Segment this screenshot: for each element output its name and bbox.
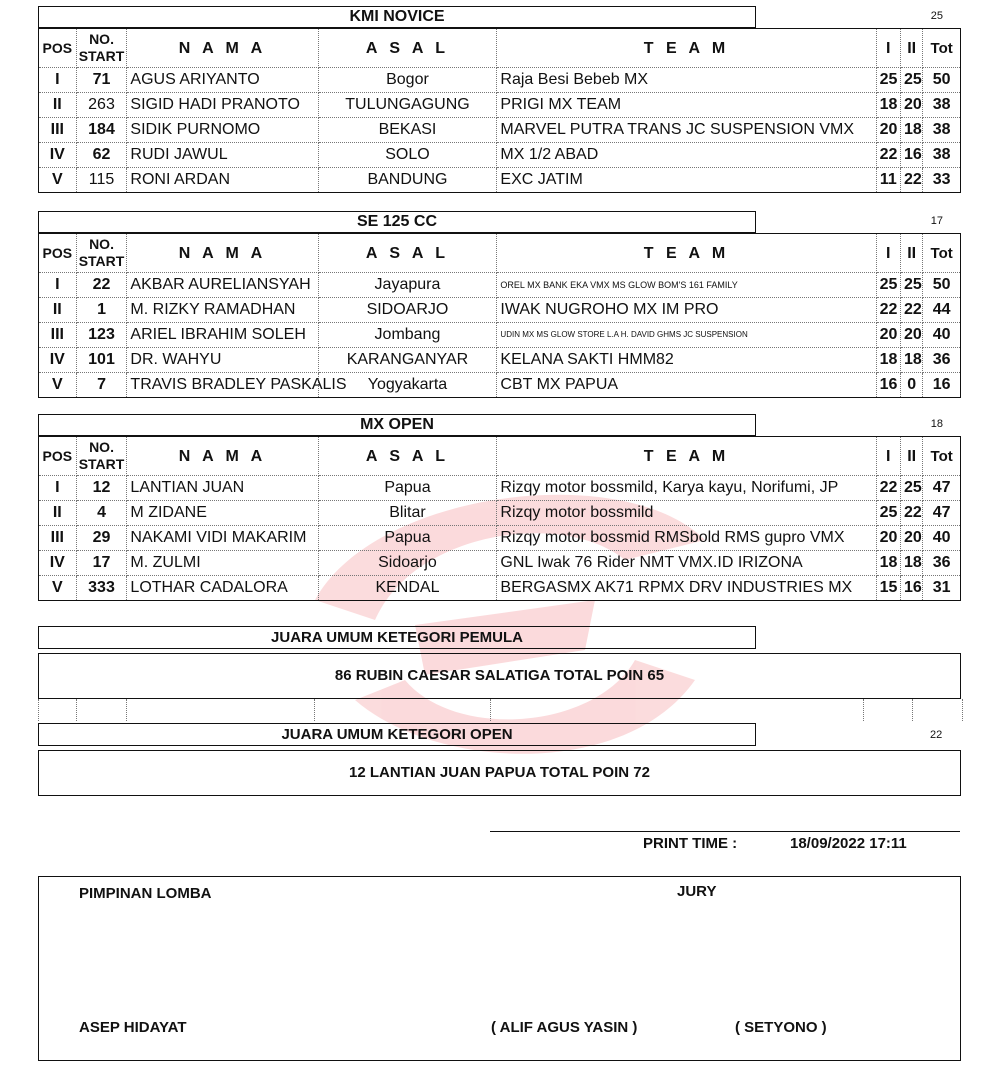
- moto-1-score: 25: [876, 501, 900, 526]
- spacer-grid-row: [38, 699, 963, 721]
- start-number: 263: [76, 93, 127, 118]
- rider-name: RUDI JAWUL: [127, 143, 318, 168]
- moto-1-score: 18: [876, 93, 900, 118]
- rider-team: Rizqy motor bossmid RMSbold RMS gupro VMX: [497, 526, 876, 551]
- rider-name: ARIEL IBRAHIM SOLEH: [127, 323, 318, 348]
- print-time-rule: [490, 831, 960, 832]
- table-header-row: [39, 234, 961, 273]
- rider-team: UDIN MX MS GLOW STORE L.A H. DAVID GHMS JC SUSPENSION: [497, 323, 876, 348]
- rider-name: RONI ARDAN: [127, 168, 318, 193]
- juara-pemula-result: 86 RUBIN CAESAR SALATIGA TOTAL POIN 65: [38, 653, 961, 699]
- total-score: 44: [923, 298, 961, 323]
- col-nama: N A M A: [127, 29, 318, 68]
- start-number: 62: [76, 143, 127, 168]
- participant-count: 18: [930, 418, 943, 430]
- rider-origin: BANDUNG: [318, 168, 497, 193]
- pos: II: [39, 298, 77, 323]
- pos: III: [39, 323, 77, 348]
- pos: IV: [39, 348, 77, 373]
- moto-2-score: 25: [900, 68, 922, 93]
- moto-2-score: 25: [900, 273, 922, 298]
- total-score: 31: [923, 576, 961, 601]
- juara-open-count: 22: [930, 729, 943, 741]
- pos: V: [39, 168, 77, 193]
- start-number: 184: [76, 118, 127, 143]
- moto-1-score: 22: [876, 143, 900, 168]
- col-nama: N A M A: [127, 437, 318, 476]
- pimpinan-lomba-label: PIMPINAN LOMBA: [79, 885, 212, 902]
- start-number: 333: [76, 576, 127, 601]
- total-score: 16: [923, 373, 961, 398]
- rider-origin: KENDAL: [318, 576, 497, 601]
- rider-team: GNL Iwak 76 Rider NMT VMX.ID IRIZONA: [497, 551, 876, 576]
- section-kmi-novice: [38, 6, 961, 193]
- pos: V: [39, 576, 77, 601]
- start-number: 101: [76, 348, 127, 373]
- col-team: T E A M: [497, 437, 876, 476]
- juara-open-title: JUARA UMUM KETEGORI OPEN: [38, 723, 756, 746]
- moto-2-score: 18: [900, 118, 922, 143]
- moto-2-score: 22: [900, 298, 922, 323]
- moto-2-score: 18: [900, 551, 922, 576]
- start-number: 4: [76, 501, 127, 526]
- col-asal: A S A L: [318, 29, 497, 68]
- rider-origin: Blitar: [318, 501, 497, 526]
- total-score: 40: [923, 323, 961, 348]
- start-number: 115: [76, 168, 127, 193]
- table-row: [39, 68, 961, 93]
- pos: III: [39, 118, 77, 143]
- moto-2-score: 20: [900, 323, 922, 348]
- rider-name: LANTIAN JUAN: [127, 476, 318, 501]
- rider-origin: Bogor: [318, 68, 497, 93]
- col-pos: POS: [39, 234, 77, 273]
- total-score: 38: [923, 143, 961, 168]
- moto-1-score: 22: [876, 476, 900, 501]
- start-number: 22: [76, 273, 127, 298]
- section-mx-open: [38, 414, 961, 601]
- moto-2-score: 20: [900, 93, 922, 118]
- rider-origin: SOLO: [318, 143, 497, 168]
- juara-open-result: 12 LANTIAN JUAN PAPUA TOTAL POIN 72: [38, 750, 961, 796]
- table-row: [39, 576, 961, 601]
- start-number: 12: [76, 476, 127, 501]
- rider-origin: BEKASI: [318, 118, 497, 143]
- col-pos: POS: [39, 437, 77, 476]
- section-se-125cc: [38, 211, 961, 398]
- rider-team: Raja Besi Bebeb MX: [497, 68, 876, 93]
- rider-name: LOTHAR CADALORA: [127, 576, 318, 601]
- col-no-start: NO. START: [76, 437, 127, 476]
- table-row: [39, 323, 961, 348]
- rider-name: NAKAMI VIDI MAKARIM: [127, 526, 318, 551]
- moto-1-score: 18: [876, 551, 900, 576]
- table-header-row: [39, 437, 961, 476]
- pos: III: [39, 526, 77, 551]
- participant-count: 17: [930, 215, 943, 227]
- col-total: Tot: [923, 29, 961, 68]
- table-row: [39, 348, 961, 373]
- table-row: [39, 373, 961, 398]
- rider-origin: Jayapura: [318, 273, 497, 298]
- col-moto-1: I: [876, 437, 900, 476]
- col-no-start: NO. START: [76, 29, 127, 68]
- col-moto-2: II: [900, 437, 922, 476]
- total-score: 50: [923, 273, 961, 298]
- rider-name: M ZIDANE: [127, 501, 318, 526]
- rider-origin: SIDOARJO: [318, 298, 497, 323]
- rider-name: M. RIZKY RAMADHAN: [127, 298, 318, 323]
- moto-2-score: 16: [900, 143, 922, 168]
- total-score: 40: [923, 526, 961, 551]
- jury-name-1: ( ALIF AGUS YASIN ): [491, 1019, 638, 1036]
- participant-count: 25: [930, 10, 943, 22]
- moto-2-score: 22: [900, 168, 922, 193]
- pos: IV: [39, 143, 77, 168]
- rider-name: AKBAR AURELIANSYAH: [127, 273, 318, 298]
- col-nama: N A M A: [127, 234, 318, 273]
- start-number: 123: [76, 323, 127, 348]
- results-table: [38, 436, 961, 601]
- table-row: [39, 526, 961, 551]
- rider-team: PRIGI MX TEAM: [497, 93, 876, 118]
- pos: I: [39, 476, 77, 501]
- total-score: 47: [923, 501, 961, 526]
- results-table: [38, 28, 961, 193]
- total-score: 36: [923, 551, 961, 576]
- total-score: 38: [923, 93, 961, 118]
- table-row: [39, 168, 961, 193]
- table-row: [39, 273, 961, 298]
- col-total: Tot: [923, 234, 961, 273]
- rider-team: Rizqy motor bossmild, Karya kayu, Norifumi, JP: [497, 476, 876, 501]
- rider-name: M. ZULMI: [127, 551, 318, 576]
- rider-team: OREL MX BANK EKA VMX MS GLOW BOM'S 161 FAMILY: [497, 273, 876, 298]
- rider-origin: Sidoarjo: [318, 551, 497, 576]
- start-number: 71: [76, 68, 127, 93]
- results-table: [38, 233, 961, 398]
- section-title: SE 125 CC: [38, 211, 756, 233]
- moto-1-score: 16: [876, 373, 900, 398]
- total-score: 38: [923, 118, 961, 143]
- moto-1-score: 11: [876, 168, 900, 193]
- pimpinan-name: ASEP HIDAYAT: [79, 1019, 187, 1036]
- rider-name: TRAVIS BRADLEY PASKALIS: [127, 373, 318, 398]
- pos: II: [39, 501, 77, 526]
- rider-team: MX 1/2 ABAD: [497, 143, 876, 168]
- rider-team: CBT MX PAPUA: [497, 373, 876, 398]
- table-header-row: [39, 29, 961, 68]
- rider-team: Rizqy motor bossmild: [497, 501, 876, 526]
- moto-1-score: 20: [876, 526, 900, 551]
- rider-team: EXC JATIM: [497, 168, 876, 193]
- col-moto-2: II: [900, 234, 922, 273]
- col-team: T E A M: [497, 29, 876, 68]
- rider-team: IWAK NUGROHO MX IM PRO: [497, 298, 876, 323]
- col-moto-1: I: [876, 234, 900, 273]
- table-row: [39, 298, 961, 323]
- table-row: [39, 476, 961, 501]
- moto-1-score: 20: [876, 323, 900, 348]
- section-title: KMI NOVICE: [38, 6, 756, 28]
- pos: I: [39, 68, 77, 93]
- rider-team: KELANA SAKTI HMM82: [497, 348, 876, 373]
- start-number: 17: [76, 551, 127, 576]
- total-score: 50: [923, 68, 961, 93]
- col-moto-2: II: [900, 29, 922, 68]
- col-team: T E A M: [497, 234, 876, 273]
- table-row: [39, 118, 961, 143]
- col-asal: A S A L: [318, 437, 497, 476]
- rider-name: AGUS ARIYANTO: [127, 68, 318, 93]
- pos: IV: [39, 551, 77, 576]
- section-title: MX OPEN: [38, 414, 756, 436]
- col-total: Tot: [923, 437, 961, 476]
- col-pos: POS: [39, 29, 77, 68]
- rider-origin: Yogyakarta: [318, 373, 497, 398]
- start-number: 29: [76, 526, 127, 551]
- moto-2-score: 20: [900, 526, 922, 551]
- rider-origin: Jombang: [318, 323, 497, 348]
- col-asal: A S A L: [318, 234, 497, 273]
- moto-1-score: 22: [876, 298, 900, 323]
- moto-1-score: 20: [876, 118, 900, 143]
- rider-origin: Papua: [318, 526, 497, 551]
- table-row: [39, 551, 961, 576]
- moto-2-score: 22: [900, 501, 922, 526]
- col-no-start: NO. START: [76, 234, 127, 273]
- total-score: 47: [923, 476, 961, 501]
- table-row: [39, 501, 961, 526]
- col-moto-1: I: [876, 29, 900, 68]
- rider-origin: KARANGANYAR: [318, 348, 497, 373]
- moto-2-score: 18: [900, 348, 922, 373]
- rider-team: BERGASMX AK71 RPMX DRV INDUSTRIES MX: [497, 576, 876, 601]
- moto-1-score: 18: [876, 348, 900, 373]
- rider-team: MARVEL PUTRA TRANS JC SUSPENSION VMX: [497, 118, 876, 143]
- moto-2-score: 25: [900, 476, 922, 501]
- moto-1-score: 15: [876, 576, 900, 601]
- start-number: 1: [76, 298, 127, 323]
- moto-2-score: 16: [900, 576, 922, 601]
- table-row: [39, 143, 961, 168]
- pos: I: [39, 273, 77, 298]
- jury-name-2: ( SETYONO ): [735, 1019, 827, 1036]
- moto-2-score: 0: [900, 373, 922, 398]
- signature-box: [38, 876, 961, 1061]
- rider-name: SIDIK PURNOMO: [127, 118, 318, 143]
- pos: II: [39, 93, 77, 118]
- jury-label: JURY: [677, 883, 717, 900]
- moto-1-score: 25: [876, 273, 900, 298]
- moto-1-score: 25: [876, 68, 900, 93]
- rider-origin: TULUNGAGUNG: [318, 93, 497, 118]
- total-score: 36: [923, 348, 961, 373]
- table-row: [39, 93, 961, 118]
- juara-pemula-title: JUARA UMUM KETEGORI PEMULA: [38, 626, 756, 649]
- print-time-value: 18/09/2022 17:11: [790, 835, 907, 852]
- pos: V: [39, 373, 77, 398]
- rider-name: DR. WAHYU: [127, 348, 318, 373]
- print-time-label: PRINT TIME :: [643, 835, 738, 852]
- rider-origin: Papua: [318, 476, 497, 501]
- total-score: 33: [923, 168, 961, 193]
- rider-name: SIGID HADI PRANOTO: [127, 93, 318, 118]
- start-number: 7: [76, 373, 127, 398]
